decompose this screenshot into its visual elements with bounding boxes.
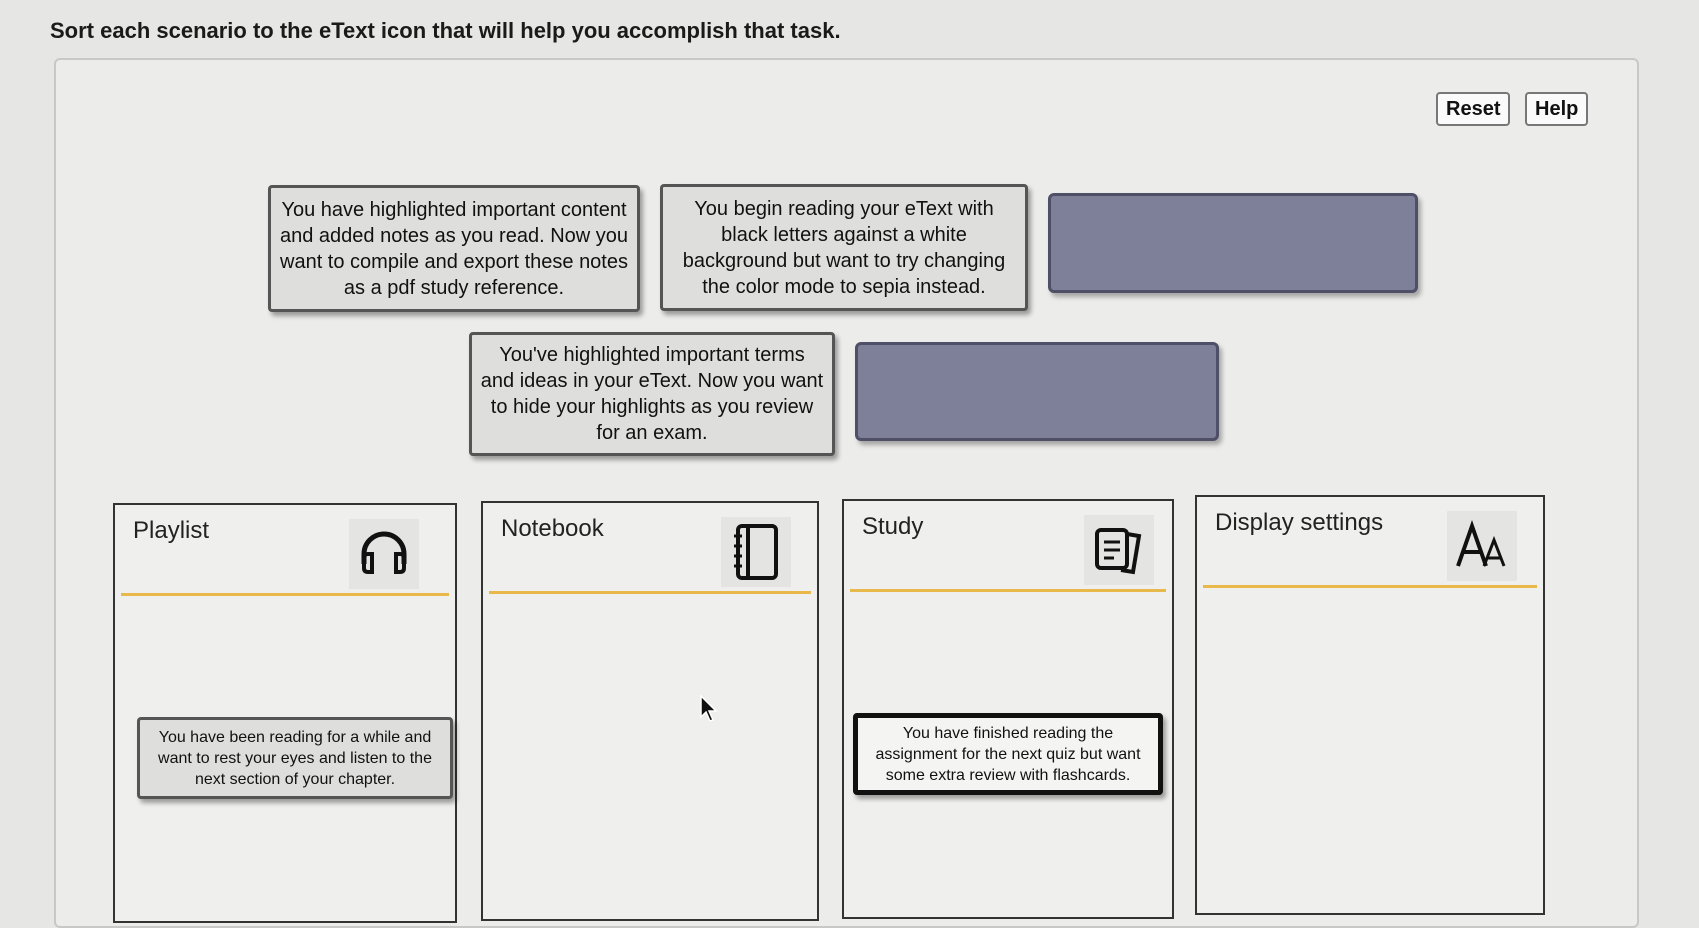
scenario-card-flashcards[interactable]: You have finished reading the assignment for the next quiz but want some extra review with flashcards. [853, 713, 1163, 795]
scenario-card-hide-highlights[interactable]: You've highlighted important terms and ideas in your eText. Now you want to hide your highlights as you review for an exam. [469, 332, 835, 456]
bin-title: Study [862, 513, 924, 540]
scenario-card-export-notes[interactable]: You have highlighted important content and added notes as you read. Now you want to compile and export these notes as a pdf study reference. [268, 185, 640, 312]
bin-playlist[interactable] [113, 503, 457, 923]
empty-card-slot [1048, 193, 1418, 293]
notebook-icon [721, 517, 791, 587]
bin-divider [1203, 585, 1537, 588]
headphones-icon [349, 519, 419, 589]
bin-display-settings[interactable] [1195, 495, 1545, 915]
flashcards-icon [1084, 515, 1154, 585]
bin-title: Display settings [1215, 509, 1384, 536]
font-size-icon [1447, 511, 1517, 581]
help-button[interactable]: Help [1525, 92, 1588, 126]
mouse-cursor-icon [700, 695, 718, 728]
bin-divider [489, 591, 811, 594]
reset-button[interactable]: Reset [1436, 92, 1510, 126]
bin-title: Playlist [133, 517, 210, 544]
bin-study[interactable] [842, 499, 1174, 919]
bin-divider [850, 589, 1166, 592]
scenario-card-sepia-mode[interactable]: You begin reading your eText with black letters against a white background but want to try changing the color mode to sepia instead. [660, 184, 1028, 311]
scenario-card-listen-chapter[interactable]: You have been reading for a while and want to rest your eyes and listen to the next section of your chapter. [137, 717, 453, 799]
bin-notebook[interactable] [481, 501, 819, 921]
bin-title: Notebook [501, 515, 604, 542]
empty-card-slot [855, 342, 1219, 441]
bin-divider [121, 593, 449, 596]
instructions: Sort each scenario to the eText icon that will help you accomplish that task. [50, 18, 841, 43]
